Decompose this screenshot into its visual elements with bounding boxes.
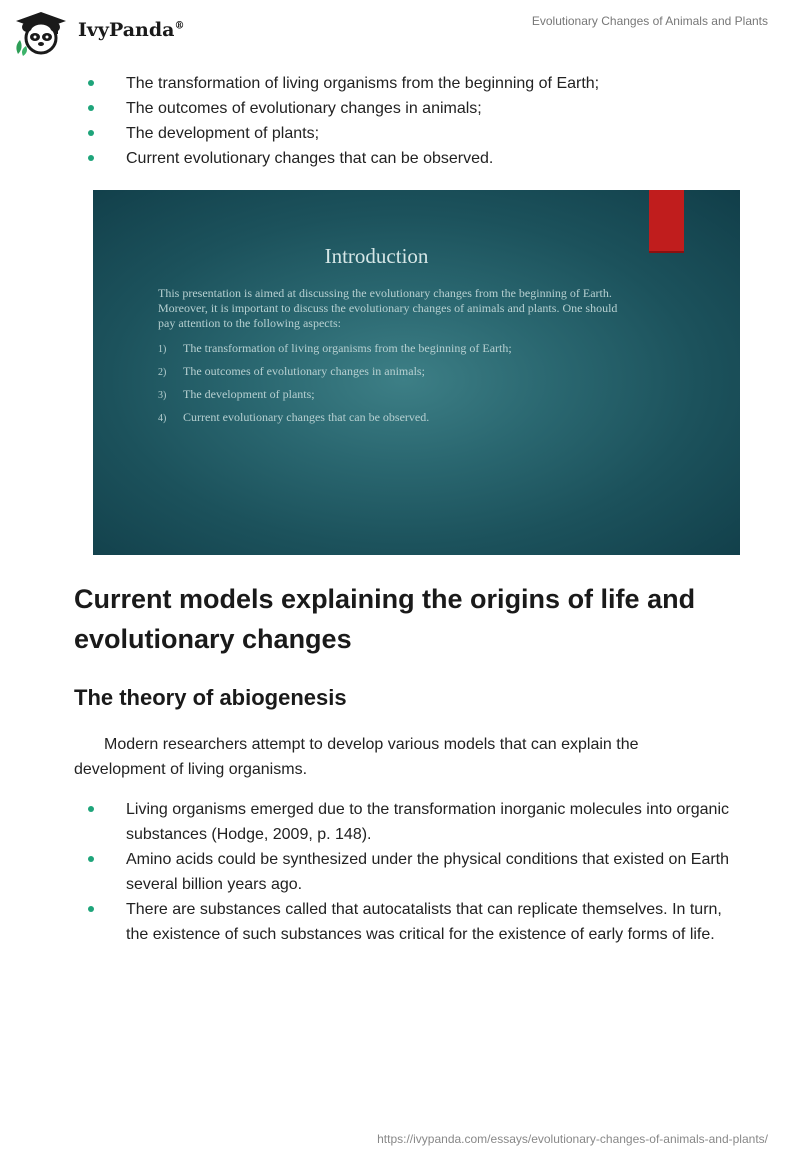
slide-item-text: Current evolutionary changes that can be observed. xyxy=(183,410,430,424)
abiogenesis-list-item xyxy=(0,847,800,897)
abiogenesis-points-list xyxy=(0,797,800,947)
bullet-dot-icon xyxy=(88,906,94,912)
presentation-slide-image xyxy=(93,190,740,555)
slide-list-item xyxy=(158,387,512,410)
abiogenesis-list-item xyxy=(0,797,800,847)
bullet-text: There are substances called that autocatalists that can replicate themselves. In turn, the existence of such substances was critical for the existence of early forms of life. xyxy=(126,901,722,943)
aspect-list-item xyxy=(0,121,800,146)
slide-item-number: 1) xyxy=(158,344,167,355)
bullet-text: The outcomes of evolutionary changes in animals; xyxy=(126,100,482,117)
slide-item-text: The development of plants; xyxy=(183,387,315,401)
slide-list-item xyxy=(158,364,512,387)
slide-title: Introduction xyxy=(324,244,429,268)
panda-icon xyxy=(12,10,70,56)
section-heading: Current models explaining the origins of life and evolutionary changes xyxy=(74,584,696,654)
slide-item-text: The transformation of living organisms from the beginning of Earth; xyxy=(183,341,512,355)
slide-list-item xyxy=(158,410,512,433)
aspect-list-item xyxy=(0,96,800,121)
body-paragraph: Modern researchers attempt to develop various models that can explain the development of living organisms. xyxy=(74,736,639,778)
slide-list-item xyxy=(158,341,512,364)
aspect-list-item xyxy=(0,71,800,96)
slide-item-number: 4) xyxy=(158,413,167,424)
bullet-dot-icon xyxy=(88,806,94,812)
slide-numbered-list xyxy=(158,341,512,433)
abiogenesis-list-item xyxy=(0,897,800,947)
bullet-text: The development of plants; xyxy=(126,125,320,142)
bullet-dot-icon xyxy=(88,80,94,86)
source-url[interactable]: https://ivypanda.com/essays/evolutionary-changes-of-animals-and-plants/ xyxy=(377,1132,768,1146)
slide-item-number: 3) xyxy=(158,390,167,401)
logo-text: IvyPanda® xyxy=(78,19,185,41)
aspect-list-item xyxy=(0,146,800,171)
slide-item-text: The outcomes of evolutionary changes in animals; xyxy=(183,364,425,378)
bullet-text: Living organisms emerged due to the transformation inorganic molecules into organic substances (Hodge, 2009, p. 148). xyxy=(126,801,729,843)
ivypanda-logo[interactable] xyxy=(12,10,187,56)
bullet-text: The transformation of living organisms from the beginning of Earth; xyxy=(126,75,600,92)
slide-intro-text: This presentation is aimed at discussing the evolutionary changes from the beginning of Earth. Moreover, it is important to discuss the evolutionary changes of animals and plants. One should pay attention to the following aspects: xyxy=(158,286,618,330)
bullet-dot-icon xyxy=(88,155,94,161)
bullet-dot-icon xyxy=(88,130,94,136)
slide-item-number: 2) xyxy=(158,367,167,378)
subsection-heading: The theory of abiogenesis xyxy=(74,685,347,710)
aspects-list xyxy=(0,71,800,171)
page-header xyxy=(0,0,800,66)
bullet-text: Amino acids could be synthesized under the physical conditions that existed on Earth several billion years ago. xyxy=(126,851,730,893)
document-title: Evolutionary Changes of Animals and Plants xyxy=(531,14,768,28)
bullet-dot-icon xyxy=(88,856,94,862)
bullet-dot-icon xyxy=(88,105,94,111)
bullet-text: Current evolutionary changes that can be observed. xyxy=(126,150,494,167)
